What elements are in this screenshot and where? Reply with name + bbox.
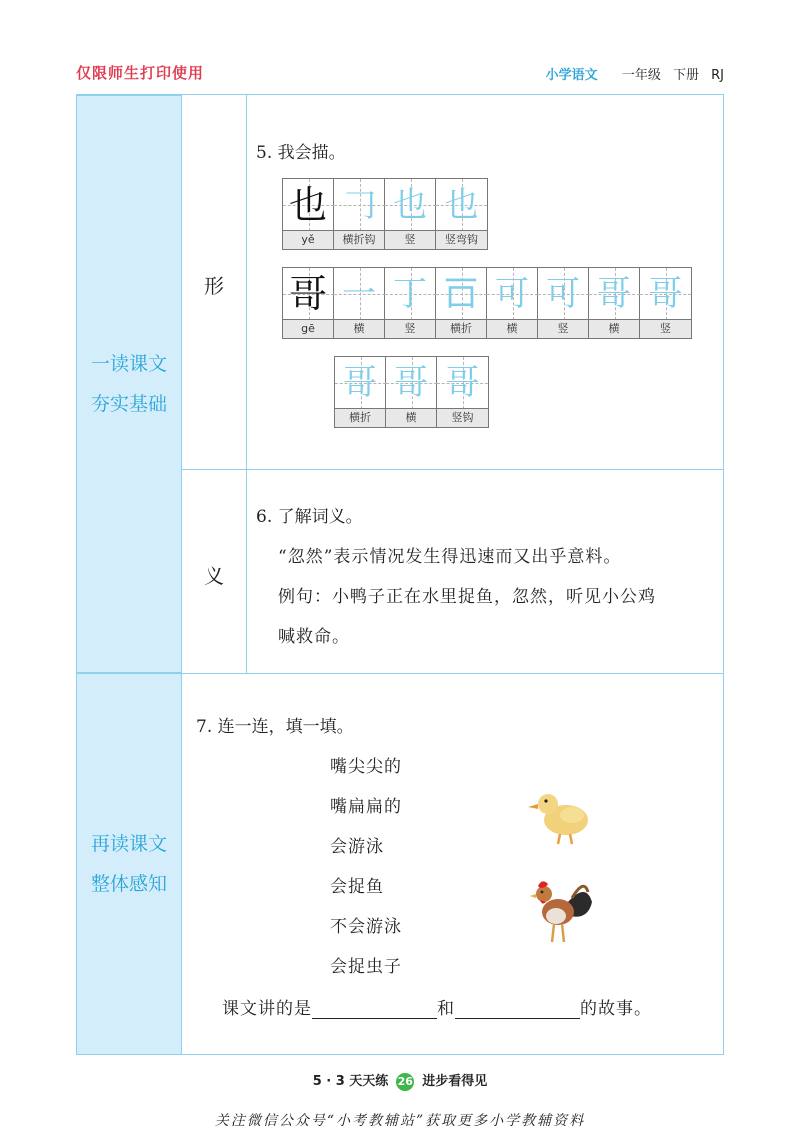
stroke-label: 横 — [386, 408, 436, 427]
edition-label: RJ — [711, 68, 724, 83]
example-line-1: 例句：小鸭子正在水里捉鱼，忽然，听见小公鸡 — [278, 587, 656, 607]
sentence-prefix: 课文讲的是 — [222, 999, 312, 1019]
trace-char: 哥 — [445, 363, 480, 403]
section-2-line2: 整体感知 — [90, 873, 167, 895]
example-line-2: 喊救命。 — [278, 627, 350, 647]
footer-slogan: 进步看得见 — [422, 1074, 488, 1089]
duckling-image[interactable] — [522, 782, 602, 848]
stroke-label: 竖 — [385, 319, 435, 338]
section-1-line2: 夯实基础 — [90, 393, 167, 415]
trace-char: 丁 — [393, 274, 427, 314]
trace-char: 可 — [546, 274, 580, 314]
stroke-grid-ye — [282, 178, 488, 250]
footer-brand: 5 · 3 天天练 — [312, 1074, 389, 1089]
stroke-cell[interactable] — [589, 268, 640, 338]
stroke-cell[interactable] — [538, 268, 589, 338]
stroke-label: 横 — [589, 319, 639, 338]
trace-char: 哥 — [343, 363, 377, 403]
stroke-label: 横 — [334, 319, 384, 338]
phrase-item[interactable]: 不会游泳 — [330, 917, 402, 937]
stroke-label: 竖 — [538, 319, 588, 338]
wechat-note: 关注微信公众号“小考教辅站”获取更多小学教辅资料 — [214, 1113, 586, 1129]
stroke-label: 横折 — [436, 319, 486, 338]
stroke-cell[interactable] — [334, 179, 385, 249]
stroke-cell[interactable] — [334, 268, 385, 338]
row-label-meaning: 义 — [204, 564, 224, 588]
trace-char: 哥 — [648, 274, 683, 314]
trace-char: 可 — [495, 274, 529, 314]
sentence-suffix: 的故事。 — [580, 999, 652, 1019]
trace-char: 哥 — [597, 274, 631, 314]
stroke-label: 竖钩 — [437, 408, 488, 427]
stroke-cell[interactable] — [436, 179, 487, 249]
stroke-grid-ge-cont — [334, 356, 489, 428]
trace-char: 哥 — [394, 363, 428, 403]
phrase-item[interactable]: 嘴尖尖的 — [330, 757, 402, 777]
print-notice: 仅限师生打印使用 — [76, 64, 205, 82]
row-label-form: 形 — [204, 274, 224, 298]
trace-char: 𠃌 — [342, 185, 376, 225]
q5-title: 5. 我会描。 — [256, 143, 346, 163]
stroke-cell[interactable] — [385, 268, 436, 338]
trace-char: 𠮛 — [444, 274, 478, 314]
phrase-item[interactable]: 会游泳 — [330, 837, 384, 857]
page-footer — [0, 1070, 800, 1091]
phrase-item[interactable]: 嘴扁扁的 — [330, 797, 402, 817]
section-band-1 — [76, 95, 182, 673]
label-column-divider — [246, 95, 247, 673]
book-info — [538, 64, 724, 83]
stroke-grid-ge — [282, 267, 692, 339]
row-divider-2 — [182, 673, 724, 674]
phrase-item[interactable]: 会捉鱼 — [330, 877, 384, 897]
q6-title: 6. 了解词义。 — [256, 507, 363, 527]
stroke-label: 竖 — [640, 319, 691, 338]
stroke-cell[interactable] — [640, 268, 691, 338]
stroke-label: 横折钩 — [334, 230, 384, 249]
subject-label: 小学语文 — [545, 68, 598, 83]
q7-title: 7. 连一连，填一填。 — [196, 717, 354, 737]
fill-sentence — [222, 994, 652, 1019]
phrase-item[interactable]: 会捉虫子 — [330, 957, 402, 977]
char-ye: 也 — [288, 183, 327, 227]
section-1-line1: 一读课文 — [90, 353, 167, 375]
definition-text: “忽然”表示情况发生得迅速而又出乎意料。 — [278, 547, 622, 567]
stroke-cell — [283, 268, 334, 338]
char-ge: 哥 — [288, 272, 327, 316]
rooster-image[interactable] — [526, 872, 596, 948]
section-2-line1: 再读课文 — [90, 833, 167, 855]
trace-char: 也 — [444, 185, 479, 225]
table-bottom-border — [182, 1054, 724, 1055]
answer-blank-1[interactable] — [312, 1000, 437, 1019]
grade-label: 一年级 — [621, 68, 661, 83]
stroke-cell[interactable] — [335, 357, 386, 427]
stroke-cell[interactable] — [385, 179, 436, 249]
stroke-cell[interactable] — [436, 268, 487, 338]
stroke-label: 横 — [487, 319, 537, 338]
stroke-cell[interactable] — [437, 357, 488, 427]
sentence-mid: 和 — [437, 999, 455, 1019]
volume-label: 下册 — [672, 68, 699, 83]
page-number: 26 — [396, 1073, 414, 1091]
stroke-cell[interactable] — [487, 268, 538, 338]
stroke-label: 竖弯钩 — [436, 230, 487, 249]
pinyin-label: gē — [283, 319, 333, 338]
stroke-cell[interactable] — [386, 357, 437, 427]
answer-blank-2[interactable] — [455, 1000, 580, 1019]
stroke-label: 竖 — [385, 230, 435, 249]
trace-char: 一 — [342, 274, 376, 314]
stroke-label: 横折 — [335, 408, 385, 427]
table-right-border — [723, 95, 724, 1055]
row-divider-1 — [182, 469, 724, 470]
pinyin-label: yě — [283, 230, 333, 249]
section-band-2 — [76, 673, 182, 1055]
trace-char: 也 — [393, 185, 427, 225]
stroke-cell — [283, 179, 334, 249]
